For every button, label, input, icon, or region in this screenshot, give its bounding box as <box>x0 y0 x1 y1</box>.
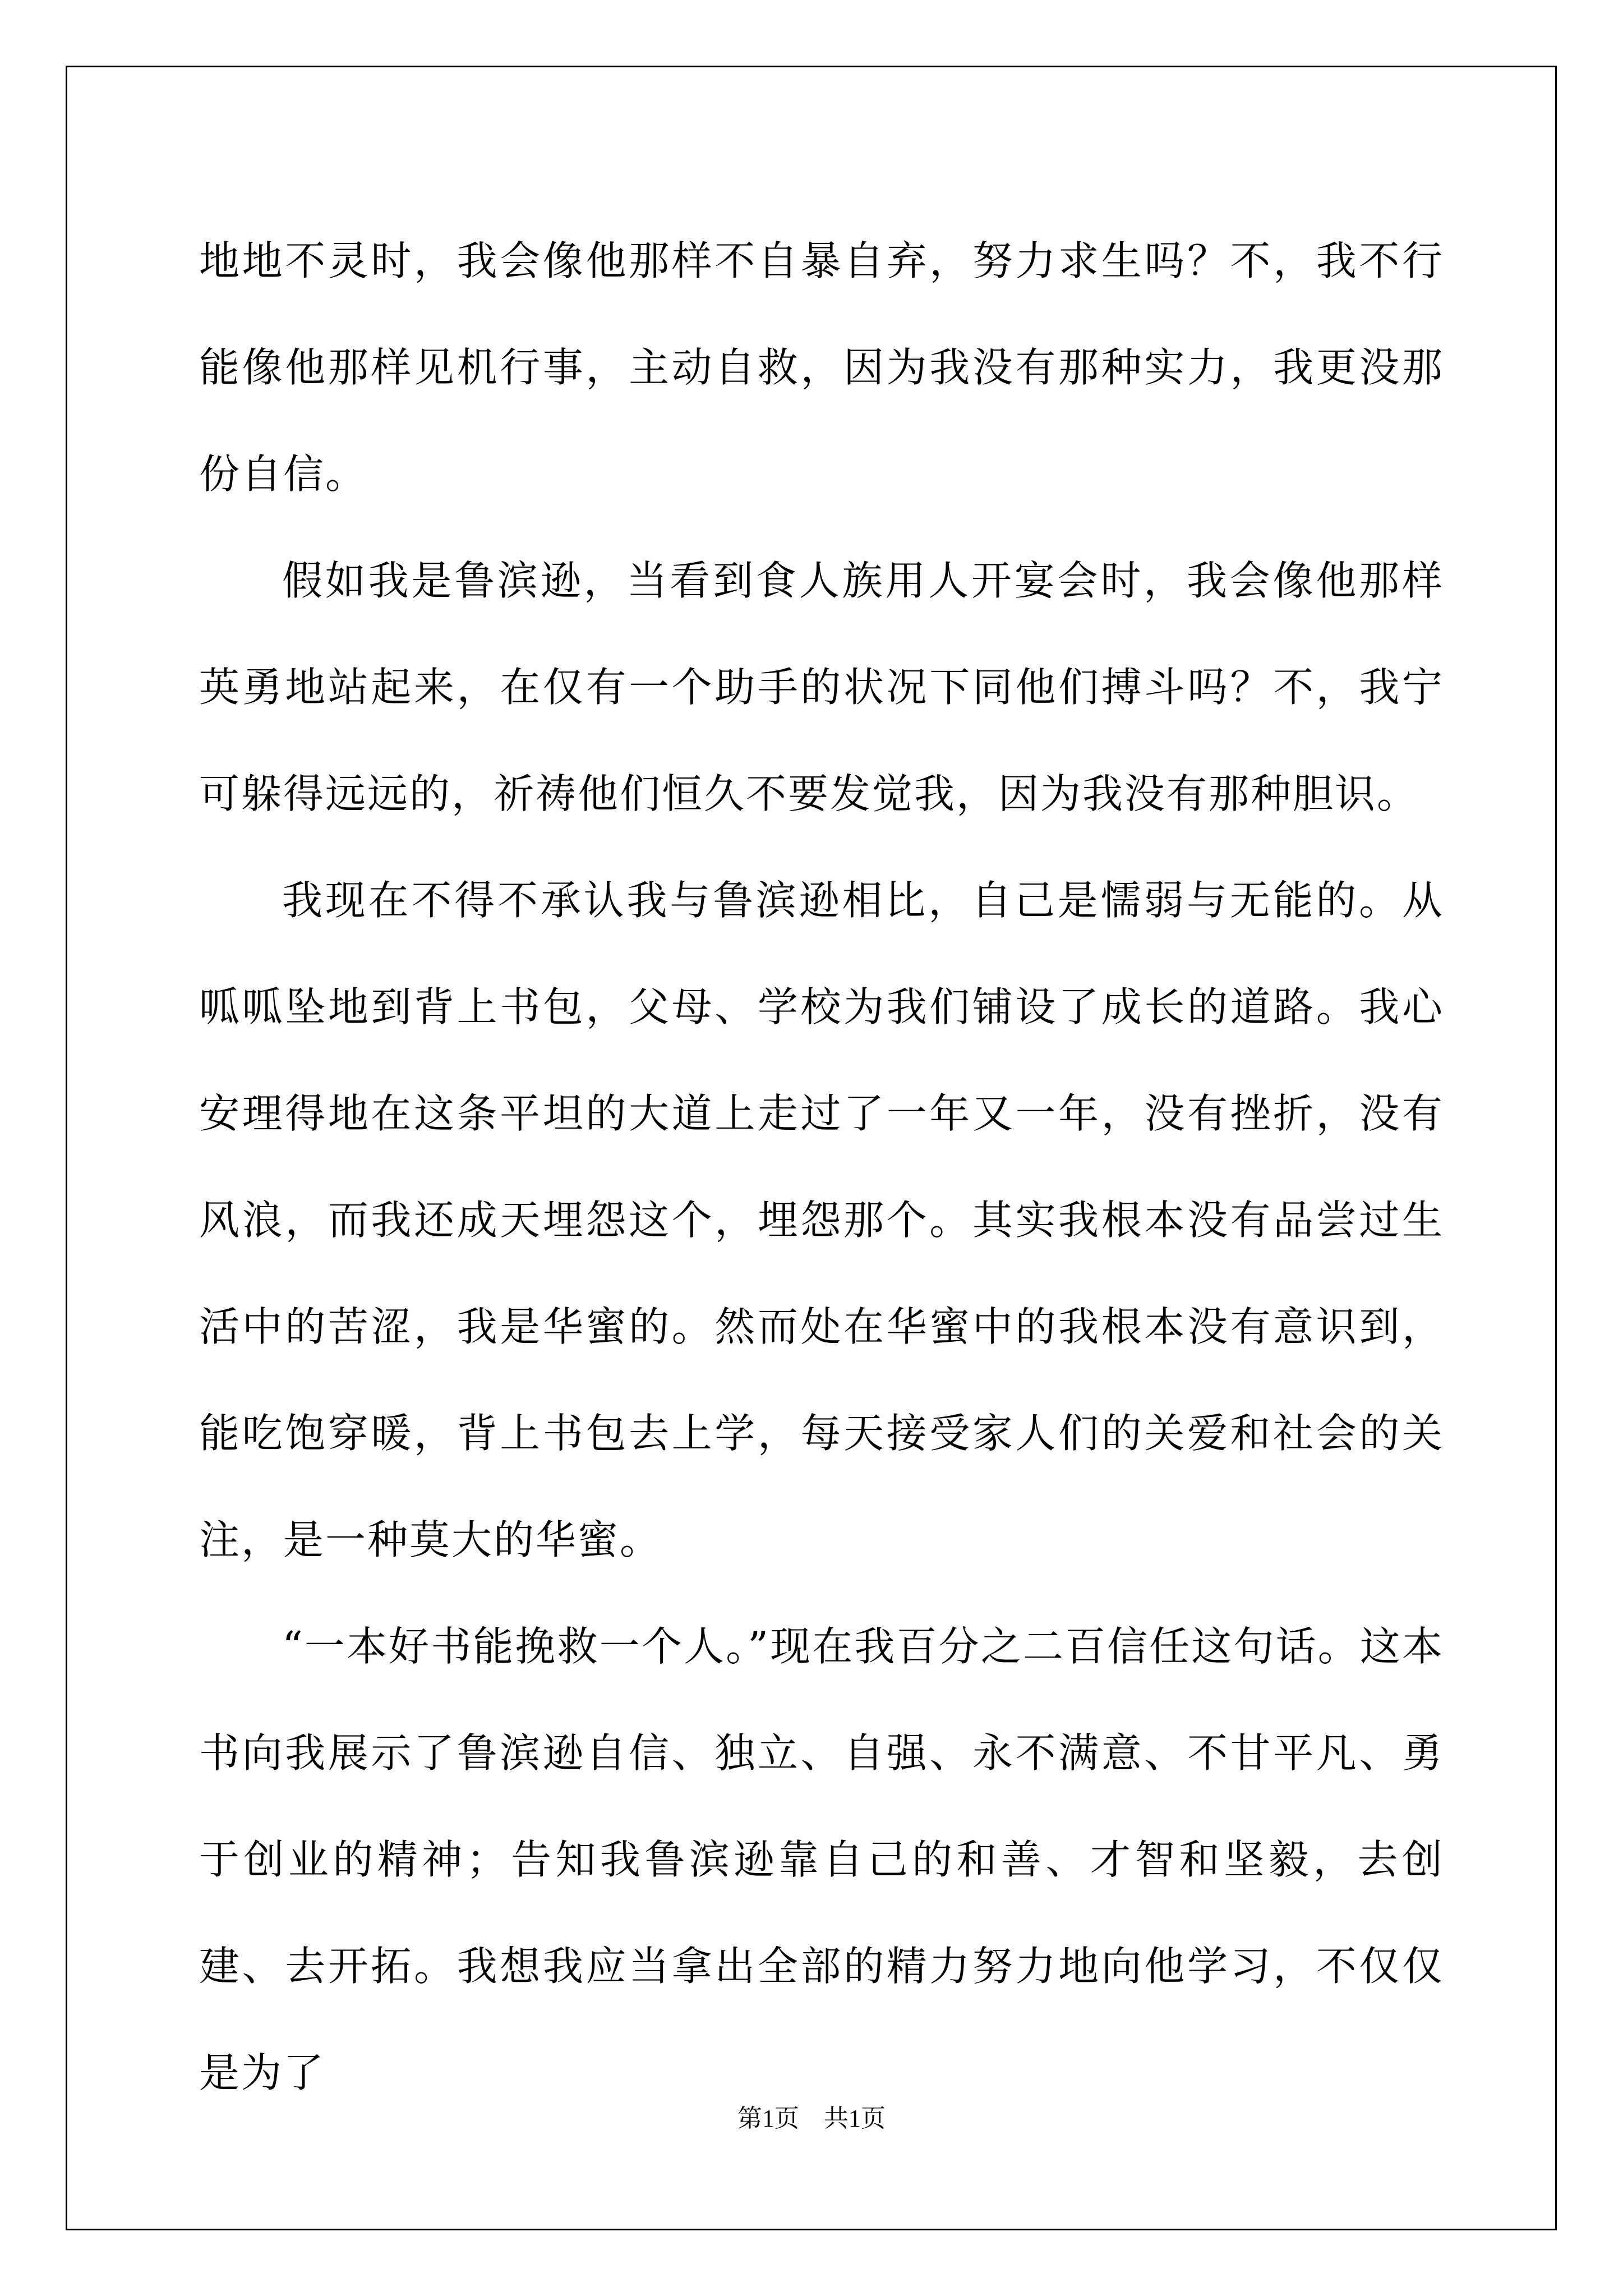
page-footer: 第1页 共1页 <box>737 2105 886 2132</box>
paragraph-4: “一本好书能挽救一个人。”现在我百分之二百信任这句话。这本书向我展示了鲁滨逊自信、独立、自强、永不满意、不甘平凡、勇于创业的精神；告知我鲁滨逊靠自己的和善、才智和坚毅，去创建、去开拓。我想我应当拿出全部的精力努力地向他学习，不仅仅是为了 <box>199 1623 1444 2096</box>
document-body <box>199 208 1444 2126</box>
paragraph-2: 假如我是鲁滨逊，当看到食人族用人开宴会时，我会像他那样英勇地站起来，在仅有一个助手的状况下同他们搏斗吗？不，我宁可躲得远远的，祈祷他们恒久不要发觉我，因为我没有那种胆识。 <box>199 557 1444 817</box>
paragraph-1: 地地不灵时，我会像他那样不自暴自弃，努力求生吗？不，我不行能像他那样见机行事，主动自救，因为我没有那种实力，我更没那份自信。 <box>199 237 1444 498</box>
paragraph-3: 我现在不得不承认我与鲁滨逊相比，自己是懦弱与无能的。从呱呱坠地到背上书包，父母、学校为我们铺设了成长的道路。我心安理得地在这条平坦的大道上走过了一年又一年，没有挫折，没有风浪，而我还成天埋怨这个，埋怨那个。其实我根本没有品尝过生活中的苦涩，我是华蜜的。然而处在华蜜中的我根本没有意识到，能吃饱穿暖，背上书包去上学，每天接受家人们的关爱和社会的关注，是一种莫大的华蜜。 <box>199 877 1444 1563</box>
